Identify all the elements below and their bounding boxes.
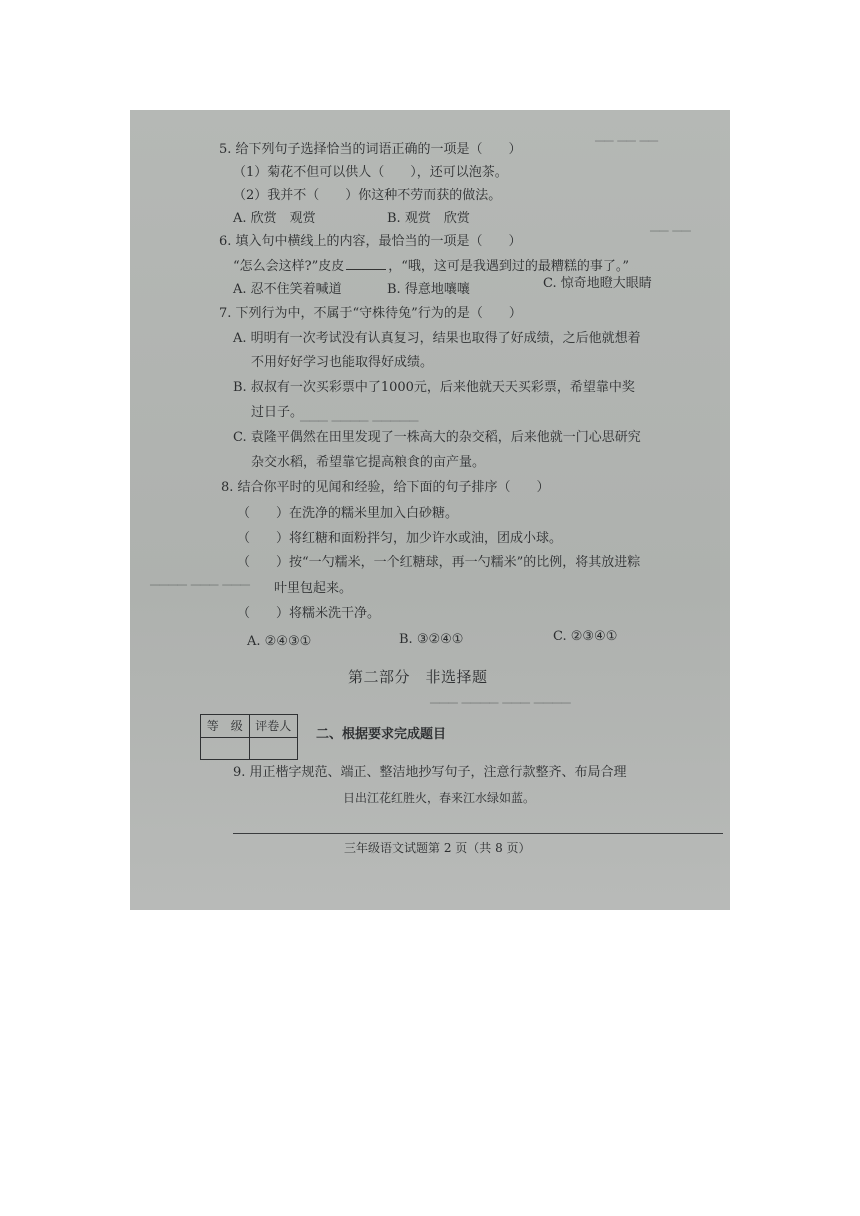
q9-stem: 9. 用正楷字规范、端正、整洁地抄写句子，注意行款整齐、布局合理 <box>233 765 627 780</box>
q8-option-b: B. ③②④① <box>399 632 464 647</box>
grade-box <box>200 714 298 760</box>
exam-page-photo <box>130 110 730 910</box>
q6-stem: 6. 填入句中横线上的内容，最恰当的一项是（ ） <box>219 234 522 249</box>
q7-option-b-line2: 过日子。 <box>251 405 304 420</box>
grader-cell <box>249 737 298 760</box>
q7-option-a-line1: A. 明明有一次考试没有认真复习，结果也取得了好成绩，之后他就想着 <box>233 331 641 346</box>
q8-option-c: C. ②③④① <box>553 629 618 644</box>
q5-sentence-1: （1）菊花不但可以供人（ ），还可以泡茶。 <box>233 165 508 180</box>
page-footer: 三年级语文试题第 2 页（共 8 页） <box>344 841 531 855</box>
grade-header: 等 级 <box>201 715 250 738</box>
q6-blank <box>346 257 386 270</box>
q8-item-3-line2: 叶里包起来。 <box>274 581 353 596</box>
bleed-through-text: ▁▁ ▁▁ ▁▁ <box>595 128 658 142</box>
q6-sentence-end: ，“哦，这可是我遇到过的最糟糕的事了。” <box>388 259 630 274</box>
q8-item-2: （ ）将红糖和面粉拌匀，加少许水或油，团成小球。 <box>237 531 563 546</box>
q8-item-3-line1: （ ）按“一勺糯米，一个红糖球，再一勺糯米”的比例，将其放进粽 <box>237 555 641 570</box>
q8-item-1: （ ）在洗净的糯米里加入白砂糖。 <box>237 506 459 521</box>
q5-option-a: A. 欣赏 观赏 <box>233 211 316 226</box>
grader-header: 评卷人 <box>249 715 298 738</box>
q7-option-b-line1: B. 叔叔有一次买彩票中了1000元，后来他就天天买彩票，希望靠中奖 <box>233 380 635 395</box>
bleed-through-text: ▁▁▁▁ ▁▁▁ ▁▁▁ <box>150 572 250 586</box>
q8-item-4: （ ）将糯米洗干净。 <box>237 606 381 621</box>
q6-option-a: A. 忍不住笑着喊道 <box>233 282 342 297</box>
q7-stem: 7. 下列行为中，不属于“守株待兔”行为的是（ ） <box>219 306 522 321</box>
bleed-through-text: ▁▁ ▁▁ <box>650 218 691 232</box>
q7-option-c-line2: 杂交水稻，希望靠它提高粮食的亩产量。 <box>251 455 486 470</box>
grade-cell <box>201 737 250 760</box>
bleed-through-text: ▁▁▁ ▁▁▁▁ ▁▁▁▁▁ <box>300 408 419 422</box>
q5-stem: 5. 给下列句子选择恰当的词语正确的一项是（ ） <box>219 142 522 157</box>
q6-sentence-start: “怎么会这样?”皮皮 <box>233 259 345 274</box>
part2-title: 第二部分 非选择题 <box>348 668 488 686</box>
q6-sentence <box>233 257 629 275</box>
footer-divider <box>233 833 723 834</box>
q8-stem: 8. 结合你平时的见闻和经验，给下面的句子排序（ ） <box>221 480 550 495</box>
q5-sentence-2: （2）我并不（ ）你这种不劳而获的做法。 <box>233 188 502 203</box>
copy-sentence: 日出江花红胜火，春来江水绿如蓝。 <box>343 791 536 805</box>
q5-option-b: B. 观赏 欣赏 <box>387 211 470 226</box>
q7-option-c-line1: C. 袁隆平偶然在田里发现了一株高大的杂交稻，后来他就一门心思研究 <box>233 430 641 445</box>
q8-option-a: A. ②④③① <box>247 634 312 649</box>
q6-option-b: B. 得意地嚷嚷 <box>387 282 470 297</box>
bleed-through-text: ▁▁▁ ▁▁▁▁ ▁▁▁ ▁▁▁▁ <box>430 690 571 704</box>
q7-option-a-line2: 不用好好学习也能取得好成绩。 <box>251 355 434 370</box>
section-heading: 二、根据要求完成题目 <box>316 727 447 742</box>
q6-option-c: C. 惊奇地瞪大眼睛 <box>543 276 652 291</box>
